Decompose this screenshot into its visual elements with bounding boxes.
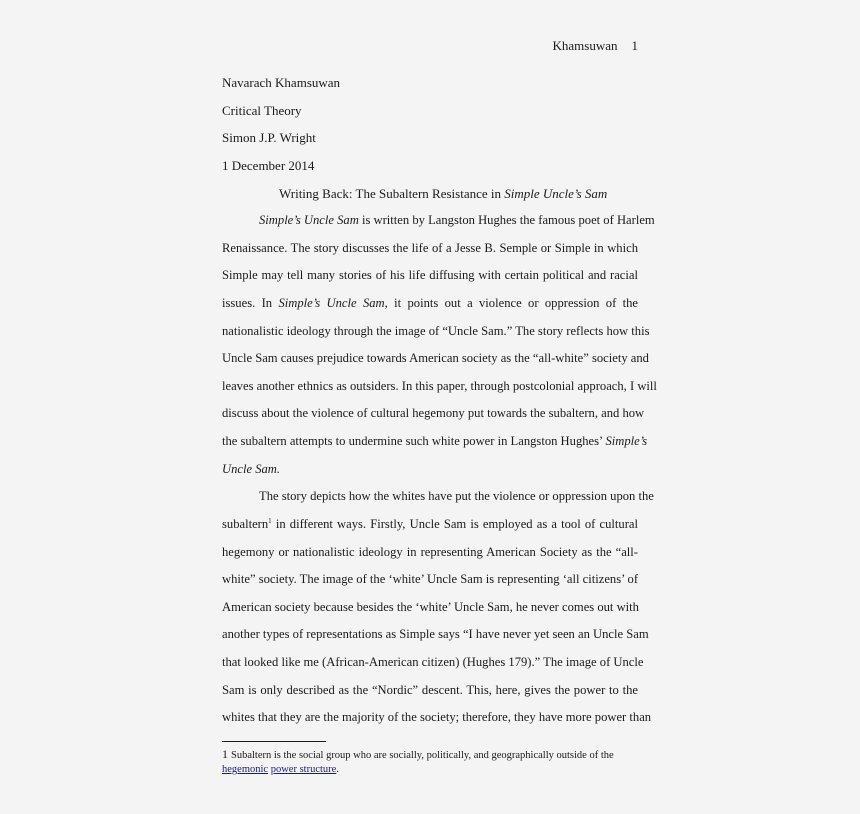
- title-italic: Simple Uncle’s Sam: [504, 186, 608, 201]
- italic-text: Simple’s: [605, 434, 648, 448]
- author-name: Navarach Khamsuwan: [222, 75, 341, 90]
- footnote-divider: [222, 741, 326, 742]
- body-line: that looked like me (African-American citizen) (Hughes 179).” The image of Uncle: [222, 655, 644, 669]
- body-line: nationalistic ideology through the image of “Uncle Sam.” The story reflects how this: [222, 324, 650, 338]
- paper-title: [279, 186, 607, 202]
- footnote-number: 1: [222, 747, 228, 761]
- italic-text: Uncle Sam.: [222, 462, 281, 476]
- running-head-author: Khamsuwan: [552, 38, 618, 53]
- instructor-name: Simon J.P. Wright: [222, 130, 316, 145]
- footnote-link-hegemonic[interactable]: hegemonic: [222, 764, 269, 775]
- italic-text: Simple’s Uncle Sam: [259, 213, 359, 227]
- running-head: [222, 38, 638, 54]
- footnote: [222, 747, 638, 777]
- course-name: Critical Theory: [222, 103, 302, 118]
- body-line: leaves another ethnics as outsiders. In this paper, through postcolonial approach, I will: [222, 379, 657, 393]
- body-line: American society because besides the ‘white’ Uncle Sam, he never comes out with: [222, 600, 639, 614]
- text: subaltern: [222, 517, 269, 531]
- page-number: 1: [631, 38, 638, 53]
- footnote-link-power-structure[interactable]: power structure: [270, 764, 337, 775]
- text: is written by Langston Hughes the famous poet of Harlem: [358, 213, 655, 227]
- body-line: another types of representations as Simple says “I have never yet seen an Uncle Sam: [222, 627, 649, 641]
- body-line: [222, 461, 638, 477]
- body-line: discuss about the violence of cultural hegemony put towards the subaltern, and how: [222, 406, 645, 420]
- footnote-text: Subaltern is the social group who are socially, politically, and geographically outside of the: [231, 750, 614, 761]
- body-line: [259, 212, 655, 228]
- body-line: [222, 516, 638, 532]
- text: the subaltern attempts to undermine such white power in Langston Hughes’: [222, 434, 606, 448]
- body-line: Simple may tell many stories of his life diffusing with certain political and racial: [222, 268, 638, 282]
- body-line: [222, 433, 648, 449]
- body-line: Renaissance. The story discusses the life of a Jesse B. Semple or Simple in which: [222, 241, 638, 255]
- text: issues. In: [222, 296, 279, 310]
- body-line: white” society. The image of the ‘white’ Uncle Sam is representing ‘all citizens’ of: [222, 572, 639, 586]
- date: 1 December 2014: [222, 158, 315, 173]
- italic-text: Simple’s Uncle Sam,: [278, 296, 388, 310]
- text: it points out a violence or oppression of the: [387, 296, 639, 310]
- body-line: Uncle Sam causes prejudice towards American society as the “all-white” society and: [222, 351, 649, 365]
- body-line: hegemony or nationalistic ideology in representing American Society as the “all-: [222, 545, 638, 559]
- body-line: whites that they are the majority of the society; therefore, they have more power than: [222, 710, 652, 724]
- body-line: [222, 295, 638, 311]
- title-main: Writing Back: The Subaltern Resistance in: [279, 186, 505, 201]
- body-line: The story depicts how the whites have put the violence or oppression upon the: [259, 489, 654, 503]
- text: in different ways. Firstly, Uncle Sam is employed as a tool of cultural: [271, 517, 638, 531]
- body-line: Sam is only described as the “Nordic” descent. This, here, gives the power to the: [222, 683, 638, 697]
- footnote-marker: 1: [268, 516, 272, 525]
- footnote-end: .: [336, 764, 339, 775]
